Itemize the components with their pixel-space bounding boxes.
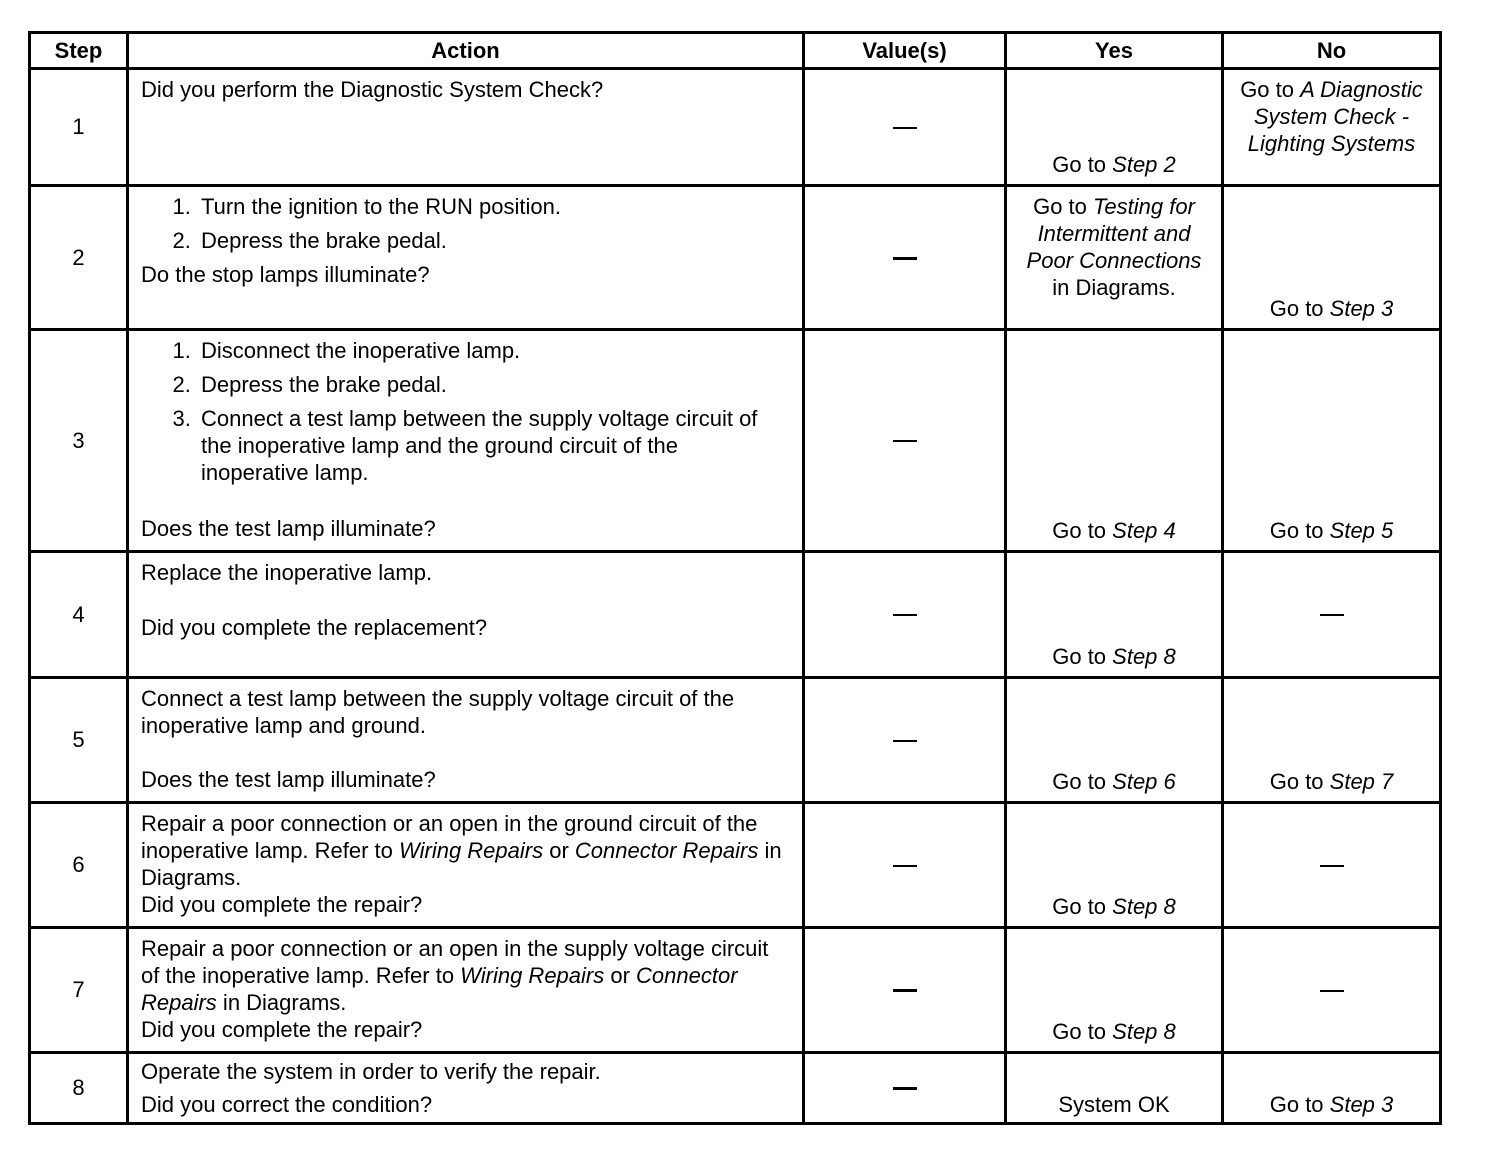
action-question: Did you correct the condition? bbox=[141, 1092, 433, 1117]
table-row bbox=[30, 186, 1441, 330]
table-row bbox=[30, 803, 1441, 928]
action-list-item: 2. Depress the brake pedal. bbox=[197, 371, 788, 398]
step-number: 3 bbox=[30, 330, 128, 552]
action-cell bbox=[128, 186, 804, 330]
no-text: Go to bbox=[1269, 769, 1330, 794]
no-cell bbox=[1223, 928, 1441, 1053]
value-cell bbox=[804, 186, 1006, 330]
action-cell bbox=[128, 1053, 804, 1124]
value-cell bbox=[804, 1053, 1006, 1124]
action-question: Does the test lamp illuminate? bbox=[141, 516, 436, 541]
yes-link[interactable]: Step 8 bbox=[1112, 1019, 1176, 1044]
yes-text: System OK bbox=[1058, 1092, 1170, 1117]
wiring-repairs-link[interactable]: Wiring Repairs bbox=[399, 838, 544, 863]
yes-link[interactable]: Step 6 bbox=[1112, 769, 1176, 794]
yes-cell bbox=[1006, 1053, 1223, 1124]
dash-mark bbox=[893, 865, 917, 867]
yes-text: Go to bbox=[1052, 1019, 1113, 1044]
yes-cell bbox=[1006, 928, 1223, 1053]
action-text bbox=[141, 935, 788, 1016]
step-number: 7 bbox=[30, 928, 128, 1053]
no-cell bbox=[1223, 1053, 1441, 1124]
dash-mark bbox=[893, 989, 917, 992]
action-cell bbox=[128, 69, 804, 186]
yes-text: Go to bbox=[1052, 644, 1113, 669]
no-cell bbox=[1223, 186, 1441, 330]
action-cell bbox=[128, 928, 804, 1053]
action-text: Did you perform the Diagnostic System Check? bbox=[141, 77, 604, 102]
yes-cell bbox=[1006, 678, 1223, 803]
no-cell bbox=[1223, 678, 1441, 803]
table-row bbox=[30, 1053, 1441, 1124]
action-list-item: 3. Connect a test lamp between the supply voltage circuit of the inoperative lamp and the ground circuit of the inoperative lamp. bbox=[197, 405, 788, 486]
action-list-item: 2. Depress the brake pedal. bbox=[197, 227, 788, 254]
header-yes: Yes bbox=[1006, 33, 1223, 69]
value-cell bbox=[804, 678, 1006, 803]
no-text: Go to bbox=[1240, 77, 1301, 102]
step-number: 8 bbox=[30, 1053, 128, 1124]
header-values: Value(s) bbox=[804, 33, 1006, 69]
dash-mark bbox=[893, 740, 917, 742]
action-text: Connect a test lamp between the supply voltage circuit of the inoperative lamp and ground. bbox=[141, 686, 735, 738]
yes-cell bbox=[1006, 330, 1223, 552]
yes-link[interactable]: Testing for Intermittent and Poor Connections bbox=[1026, 194, 1202, 273]
no-cell bbox=[1223, 803, 1441, 928]
dash-mark bbox=[1320, 865, 1344, 867]
yes-link[interactable]: Step 8 bbox=[1112, 644, 1176, 669]
header-row bbox=[30, 33, 1441, 69]
step-number: 4 bbox=[30, 552, 128, 678]
action-list-item: 1. Turn the ignition to the RUN position. bbox=[197, 193, 788, 220]
action-question: Did you complete the repair? bbox=[141, 1017, 423, 1042]
action-text-part: Repair a poor connection or an open in the supply voltage circuit of the inoperative lamp. Refer to bbox=[141, 936, 769, 988]
dash-mark bbox=[1320, 990, 1344, 992]
step-number: 6 bbox=[30, 803, 128, 928]
dash-mark bbox=[893, 127, 917, 129]
no-text: Go to bbox=[1269, 1092, 1330, 1117]
yes-link[interactable]: Step 8 bbox=[1112, 894, 1176, 919]
step-number: 1 bbox=[30, 69, 128, 186]
action-text-part: or bbox=[543, 838, 575, 863]
diagnostic-table bbox=[28, 31, 1442, 1125]
no-link[interactable]: A Diagnostic System Check - Lighting Systems bbox=[1247, 77, 1423, 156]
action-question: Does the test lamp illuminate? bbox=[141, 767, 436, 792]
table-row bbox=[30, 928, 1441, 1053]
yes-cell bbox=[1006, 69, 1223, 186]
value-cell bbox=[804, 803, 1006, 928]
yes-text: Go to bbox=[1033, 194, 1093, 219]
table-row bbox=[30, 69, 1441, 186]
connector-repairs-link[interactable]: Connector Repairs bbox=[141, 963, 738, 1015]
connector-repairs-link[interactable]: Connector Repairs bbox=[574, 838, 759, 863]
header-no: No bbox=[1223, 33, 1441, 69]
action-text: Operate the system in order to verify the repair. bbox=[141, 1059, 601, 1084]
action-list-item: 1. Disconnect the inoperative lamp. bbox=[197, 337, 788, 364]
action-cell bbox=[128, 552, 804, 678]
table-row bbox=[30, 330, 1441, 552]
no-cell bbox=[1223, 330, 1441, 552]
step-number: 5 bbox=[30, 678, 128, 803]
action-text-part: in Diagrams. bbox=[141, 838, 782, 890]
no-link[interactable]: Step 3 bbox=[1329, 296, 1394, 321]
yes-cell bbox=[1006, 186, 1223, 330]
action-cell bbox=[128, 678, 804, 803]
dash-mark bbox=[893, 614, 917, 616]
dash-mark bbox=[893, 1087, 917, 1090]
yes-text: Go to bbox=[1052, 894, 1113, 919]
action-cell bbox=[128, 330, 804, 552]
yes-cell bbox=[1006, 552, 1223, 678]
action-text-part: or bbox=[604, 963, 637, 988]
value-cell bbox=[804, 552, 1006, 678]
no-cell bbox=[1223, 552, 1441, 678]
no-cell bbox=[1223, 69, 1441, 186]
dash-mark bbox=[893, 440, 917, 442]
action-question: Did you complete the repair? bbox=[141, 892, 423, 917]
dash-mark bbox=[893, 257, 917, 260]
yes-link[interactable]: Step 4 bbox=[1112, 518, 1176, 543]
no-link[interactable]: Step 5 bbox=[1329, 518, 1394, 543]
no-text: Go to bbox=[1269, 518, 1330, 543]
yes-text: Go to bbox=[1052, 518, 1113, 543]
wiring-repairs-link[interactable]: Wiring Repairs bbox=[460, 963, 605, 988]
yes-text: Go to bbox=[1052, 152, 1113, 177]
value-cell bbox=[804, 330, 1006, 552]
action-text-part: in Diagrams. bbox=[216, 990, 347, 1015]
value-cell bbox=[804, 928, 1006, 1053]
value-cell bbox=[804, 69, 1006, 186]
header-action: Action bbox=[128, 33, 804, 69]
no-text: Go to bbox=[1269, 296, 1330, 321]
yes-link[interactable]: Step 2 bbox=[1112, 152, 1176, 177]
action-text: Replace the inoperative lamp. bbox=[141, 560, 433, 585]
action-text-part: Repair a poor connection or an open in the ground circuit of the inoperative lamp. Refer to bbox=[141, 811, 758, 863]
action-cell bbox=[128, 803, 804, 928]
action-question: Did you complete the replacement? bbox=[141, 615, 488, 640]
table-row bbox=[30, 552, 1441, 678]
no-link[interactable]: Step 7 bbox=[1329, 769, 1394, 794]
step-number: 2 bbox=[30, 186, 128, 330]
no-link[interactable]: Step 3 bbox=[1329, 1092, 1394, 1117]
header-step: Step bbox=[30, 33, 128, 69]
yes-cell bbox=[1006, 803, 1223, 928]
dash-mark bbox=[1320, 614, 1344, 616]
action-question: Do the stop lamps illuminate? bbox=[141, 262, 430, 287]
table-row bbox=[30, 678, 1441, 803]
yes-text: Go to bbox=[1052, 769, 1113, 794]
yes-text-tail: in Diagrams. bbox=[1052, 275, 1176, 300]
action-text bbox=[141, 810, 788, 891]
